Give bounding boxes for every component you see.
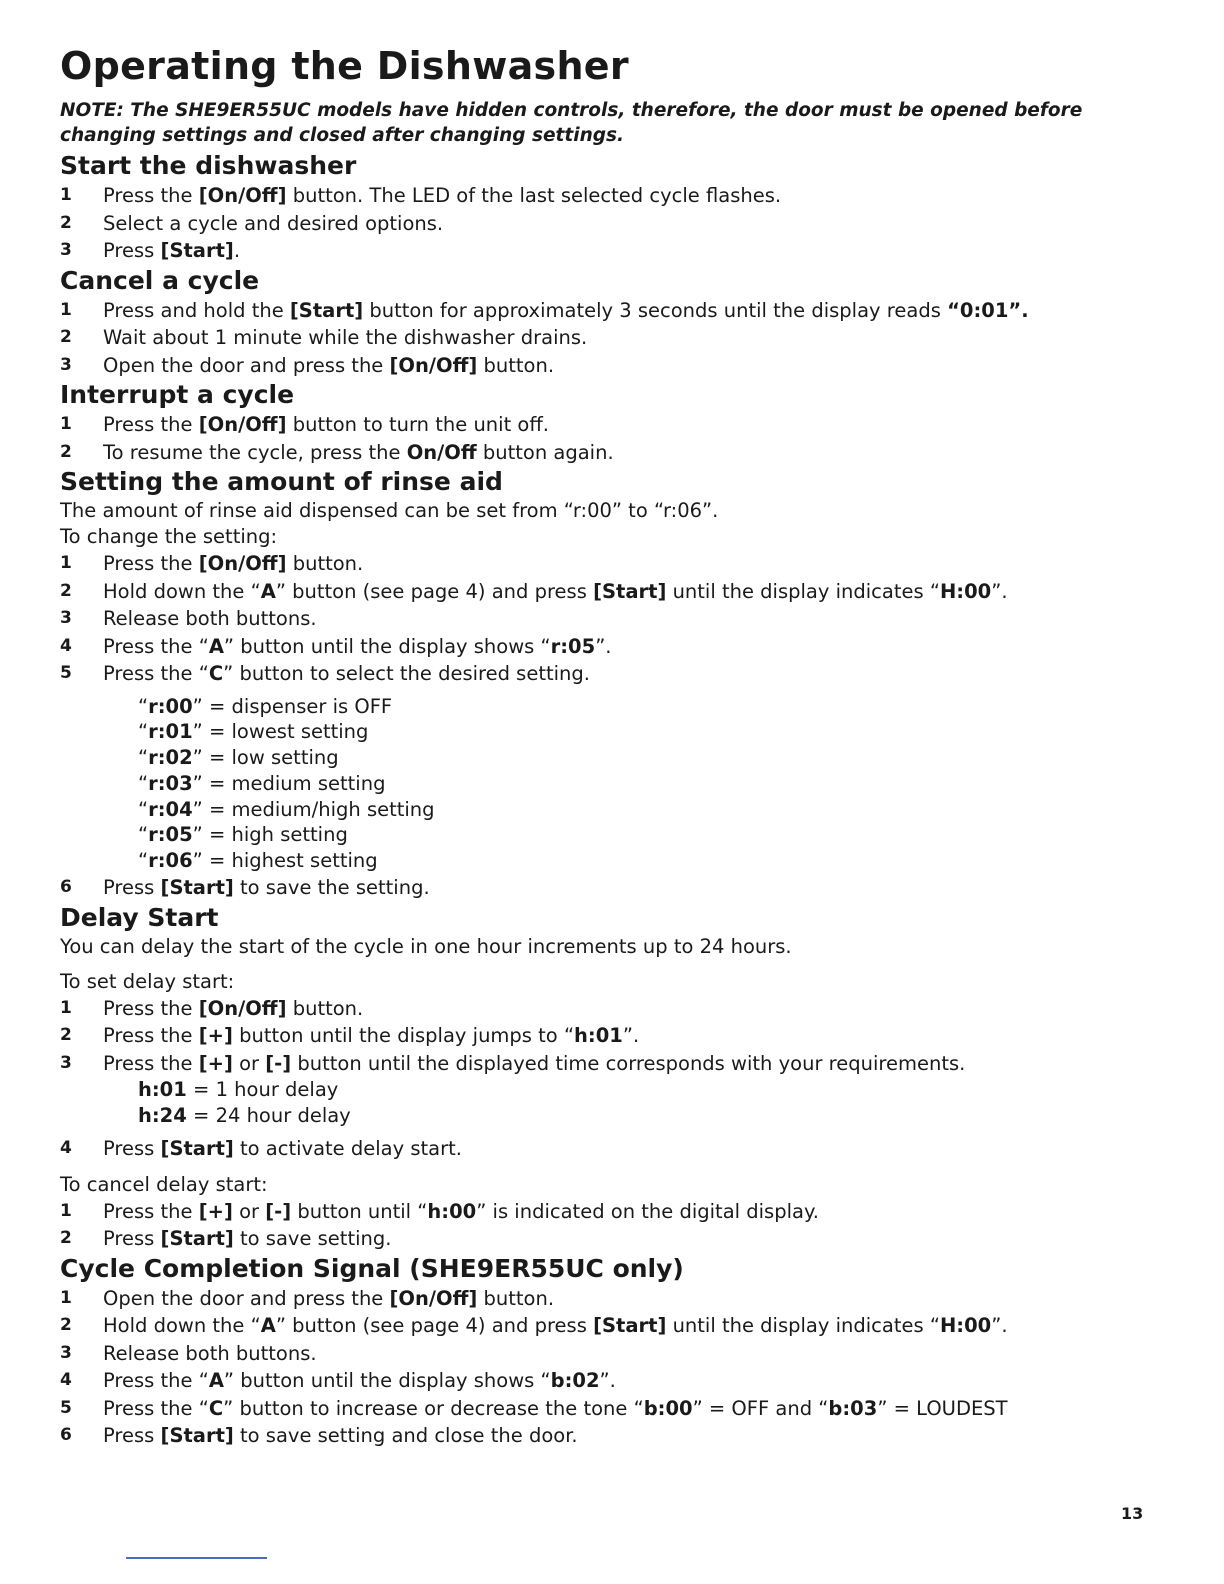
heading-rinse-aid: Setting the amount of rinse aid <box>60 467 503 496</box>
value-row: “r:00” = dispenser is OFF <box>138 694 393 718</box>
heading-interrupt: Interrupt a cycle <box>60 380 295 409</box>
value-row: “r:06” = highest setting <box>138 849 378 873</box>
list-item: 4 Press the “A” button until the display shows “r:05”. <box>60 634 612 658</box>
cancel-delay-steps <box>60 1198 1170 1253</box>
list-item: 2 Select a cycle and desired options. <box>60 211 444 235</box>
value-row: “r:03” = medium setting <box>138 771 386 795</box>
list-item: 3 Open the door and press the [On/Off] button. <box>60 353 555 377</box>
value-row: h:24 = 24 hour delay <box>138 1104 351 1128</box>
list-item: 3 Release both buttons. <box>60 607 317 630</box>
list-item: 3 Release both buttons. <box>60 1341 317 1365</box>
heading-delay-start: Delay Start <box>60 902 219 932</box>
list-item: 3 Press the [+] or [-] button until the displayed time corresponds with your requirements. <box>60 1051 966 1075</box>
list-item: 1 Press the [On/Off] button. The LED of the last selected cycle flashes. <box>60 184 782 207</box>
list-item: 2 Press the [+] button until the display jumps to “h:01”. <box>60 1024 640 1048</box>
list-item: 1 Press the [+] or [-] button until “h:00” is indicated on the digital display. <box>60 1199 819 1223</box>
list-item: 4 Press the “A” button until the display shows “b:02”. <box>60 1369 616 1393</box>
heading-cancel: Cancel a cycle <box>60 265 260 295</box>
list-item: 6 Press [Start] to save setting and close the door. <box>60 1424 578 1448</box>
signal-steps <box>60 1285 1170 1450</box>
list-item: 5 Press the “C” button to select the desired setting. <box>60 662 590 685</box>
bottom-divider <box>126 1557 267 1559</box>
heading-completion-signal: Cycle Completion Signal (SHE9ER55UC only) <box>60 1253 684 1283</box>
page-title: Operating the Dishwasher <box>60 44 629 88</box>
rinse-steps <box>60 550 1170 688</box>
interrupt-steps <box>60 411 1170 466</box>
list-item: 5 Press the “C” button to increase or decrease the tone “b:00” = OFF and “b:03” = LOUDEST <box>60 1396 1008 1420</box>
rinse-steps-final <box>60 874 1170 902</box>
value-row: “r:04” = medium/high setting <box>138 797 435 821</box>
rinse-intro: The amount of rinse aid dispensed can be set from “r:00” to “r:06”. <box>60 499 719 522</box>
note-text: NOTE: The SHE9ER55UC models have hidden controls, therefore, the door must be opened before changing settings and closed after changing settings. <box>60 100 1083 146</box>
page-content <box>60 38 1170 1450</box>
start-steps <box>60 182 1170 265</box>
delay-steps-final <box>60 1135 1170 1163</box>
delay-values <box>60 1077 1170 1129</box>
list-item: 2 Press [Start] to save setting. <box>60 1227 392 1251</box>
delay-intro-2: To set delay start: <box>60 969 235 993</box>
list-item: 4 Press [Start] to activate delay start. <box>60 1137 462 1161</box>
rinse-intro-2: To change the setting: <box>60 525 278 548</box>
page-number: 13 <box>1121 1504 1144 1523</box>
list-item: 1 Open the door and press the [On/Off] button. <box>60 1286 555 1310</box>
list-item: 1 Press the [On/Off] button to turn the unit off. <box>60 413 549 436</box>
list-item: 2 Wait about 1 minute while the dishwasher drains. <box>60 326 588 349</box>
delay-intro: You can delay the start of the cycle in one hour increments up to 24 hours. <box>60 934 792 958</box>
list-item: 6 Press [Start] to save the setting. <box>60 876 430 900</box>
heading-start: Start the dishwasher <box>60 151 357 180</box>
cancel-delay-intro: To cancel delay start: <box>60 1172 268 1196</box>
cancel-steps <box>60 297 1170 380</box>
rinse-values <box>60 694 1170 875</box>
value-row: h:01 = 1 hour delay <box>138 1078 339 1102</box>
list-item: 1 Press the [On/Off] button. <box>60 552 364 575</box>
delay-steps <box>60 995 1170 1078</box>
value-row: “r:02” = low setting <box>138 746 339 770</box>
list-item: 2 Hold down the “A” button (see page 4) and press [Start] until the display indicates “H:00”. <box>60 579 1008 603</box>
list-item: 3 Press [Start]. <box>60 239 241 262</box>
value-row: “r:05” = high setting <box>138 823 348 847</box>
list-item: 2 To resume the cycle, press the On/Off button again. <box>60 440 614 464</box>
list-item: 1 Press the [On/Off] button. <box>60 996 364 1020</box>
value-row: “r:01” = lowest setting <box>138 720 369 744</box>
list-item: 1 Press and hold the [Start] button for approximately 3 seconds until the display reads “0:01”. <box>60 298 1029 322</box>
list-item: 2 Hold down the “A” button (see page 4) and press [Start] until the display indicates “H:00”. <box>60 1314 1008 1338</box>
